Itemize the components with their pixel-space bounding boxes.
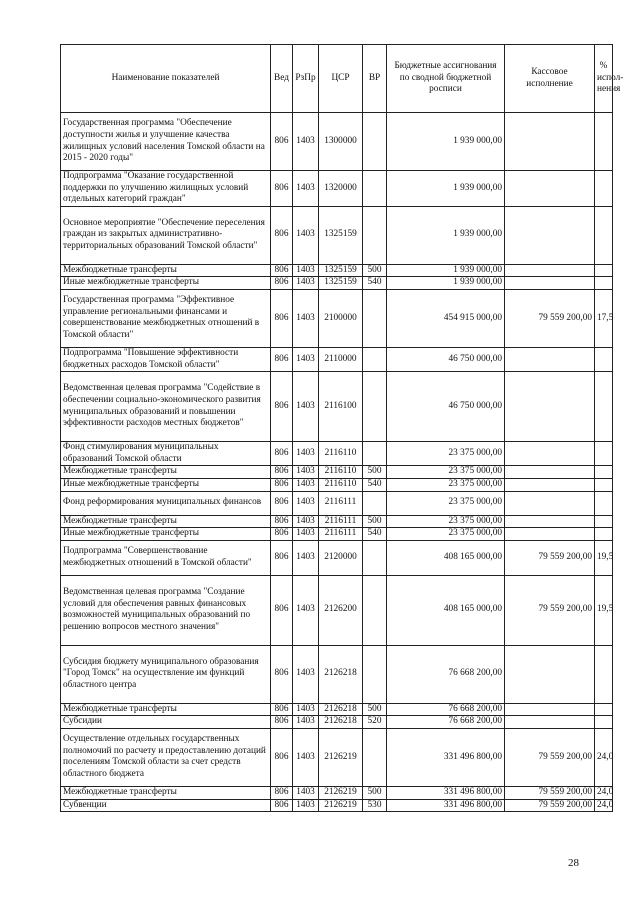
table-row <box>61 575 613 645</box>
cell-pct <box>595 645 613 703</box>
cell-cash <box>505 347 595 371</box>
cell-cash: 79 559 200,00 <box>505 728 595 786</box>
table-row <box>61 799 613 812</box>
cell-csr: 2116110 <box>319 478 363 491</box>
table-row <box>61 540 613 575</box>
cell-name: Субсидии <box>61 716 271 729</box>
cell-pct: 19,5 <box>595 575 613 645</box>
cell-vr: 500 <box>363 466 387 479</box>
cell-csr: 2126218 <box>319 645 363 703</box>
header-name: Наименование показателей <box>61 45 271 113</box>
cell-vr: 500 <box>363 703 387 716</box>
cell-csr: 2126218 <box>319 716 363 729</box>
cell-rzpr: 1403 <box>293 528 319 541</box>
cell-budget: 331 496 800,00 <box>387 728 505 786</box>
cell-rzpr: 1403 <box>293 728 319 786</box>
cell-pct <box>595 528 613 541</box>
cell-budget: 23 375 000,00 <box>387 515 505 528</box>
cell-vr <box>363 728 387 786</box>
cell-pct <box>595 264 613 277</box>
table-row <box>61 466 613 479</box>
cell-vr: 530 <box>363 799 387 812</box>
cell-pct: 24,0 <box>595 799 613 812</box>
cell-csr: 2116111 <box>319 515 363 528</box>
cell-vr: 540 <box>363 478 387 491</box>
cell-pct: 24,0 <box>595 728 613 786</box>
cell-cash <box>505 703 595 716</box>
cell-name: Межбюджетные трансферты <box>61 264 271 277</box>
cell-cash <box>505 645 595 703</box>
cell-pct <box>595 716 613 729</box>
table-row <box>61 645 613 703</box>
cell-ved: 806 <box>271 171 293 207</box>
cell-rzpr: 1403 <box>293 786 319 799</box>
cell-vr <box>363 575 387 645</box>
cell-ved: 806 <box>271 277 293 290</box>
cell-budget: 408 165 000,00 <box>387 575 505 645</box>
cell-ved: 806 <box>271 540 293 575</box>
table-row <box>61 515 613 528</box>
cell-cash <box>505 491 595 515</box>
cell-ved: 806 <box>271 478 293 491</box>
header-rzpr: РзПр <box>293 45 319 113</box>
budget-execution-table <box>60 44 624 812</box>
table-row <box>61 289 613 347</box>
header-csr: ЦСР <box>319 45 363 113</box>
cell-csr: 2116111 <box>319 491 363 515</box>
cell-budget: 408 165 000,00 <box>387 540 505 575</box>
cell-cash <box>505 171 595 207</box>
cell-budget: 23 375 000,00 <box>387 528 505 541</box>
cell-vr <box>363 645 387 703</box>
cell-rzpr: 1403 <box>293 442 319 466</box>
cell-csr: 2126219 <box>319 786 363 799</box>
cell-pct <box>595 515 613 528</box>
cell-pct <box>595 277 613 290</box>
cell-ved: 806 <box>271 442 293 466</box>
cell-vr: 500 <box>363 786 387 799</box>
cell-name: Межбюджетные трансферты <box>61 703 271 716</box>
cell-rzpr: 1403 <box>293 478 319 491</box>
cell-name: Субвенции <box>61 799 271 812</box>
cell-pct: 17,5 <box>595 289 613 347</box>
cell-csr: 2116110 <box>319 466 363 479</box>
cell-cash <box>505 466 595 479</box>
cell-name: Иные межбюджетные трансферты <box>61 277 271 290</box>
cell-csr: 2100000 <box>319 289 363 347</box>
cell-name: Подпрограмма "Повышение эффективности бюджетных расходов Томской области" <box>61 347 271 371</box>
cell-vr <box>363 113 387 171</box>
table-row <box>61 113 613 171</box>
table-row <box>61 703 613 716</box>
cell-ved: 806 <box>271 466 293 479</box>
cell-budget: 46 750 000,00 <box>387 372 505 442</box>
cell-rzpr: 1403 <box>293 347 319 371</box>
table-row <box>61 442 613 466</box>
cell-name: Субсидия бюджету муниципального образования "Город Томск" на осуществление им функций областного центра <box>61 645 271 703</box>
cell-csr: 2116110 <box>319 442 363 466</box>
cell-rzpr: 1403 <box>293 289 319 347</box>
cell-ved: 806 <box>271 289 293 347</box>
cell-rzpr: 1403 <box>293 206 319 264</box>
cell-cash <box>505 113 595 171</box>
cell-cash: 79 559 200,00 <box>505 289 595 347</box>
cell-name: Фонд реформирования муниципальных финансов <box>61 491 271 515</box>
cell-pct: 19,5 <box>595 540 613 575</box>
cell-budget: 331 496 800,00 <box>387 786 505 799</box>
cell-budget: 23 375 000,00 <box>387 478 505 491</box>
cell-ved: 806 <box>271 786 293 799</box>
cell-pct <box>595 171 613 207</box>
cell-pct <box>595 703 613 716</box>
cell-budget: 76 668 200,00 <box>387 645 505 703</box>
cell-name: Ведомственная целевая программа "Создание условий для обеспечения равных финансовых возможностей муниципальных образований по решению вопросов местного значения" <box>61 575 271 645</box>
cell-name: Подпрограмма "Совершенствование межбюджетных отношений в Томской области" <box>61 540 271 575</box>
cell-budget: 1 939 000,00 <box>387 113 505 171</box>
table-row <box>61 491 613 515</box>
cell-pct <box>595 478 613 491</box>
cell-budget: 1 939 000,00 <box>387 171 505 207</box>
cell-ved: 806 <box>271 716 293 729</box>
cell-vr: 500 <box>363 264 387 277</box>
cell-rzpr: 1403 <box>293 703 319 716</box>
cell-ved: 806 <box>271 372 293 442</box>
cell-rzpr: 1403 <box>293 491 319 515</box>
cell-cash: 79 559 200,00 <box>505 799 595 812</box>
header-vr: ВР <box>363 45 387 113</box>
cell-budget: 331 496 800,00 <box>387 799 505 812</box>
cell-rzpr: 1403 <box>293 645 319 703</box>
table-row <box>61 728 613 786</box>
cell-cash <box>505 515 595 528</box>
cell-vr <box>363 171 387 207</box>
table-row <box>61 478 613 491</box>
cell-rzpr: 1403 <box>293 372 319 442</box>
cell-rzpr: 1403 <box>293 716 319 729</box>
cell-csr: 1325159 <box>319 264 363 277</box>
cell-name: Межбюджетные трансферты <box>61 786 271 799</box>
cell-vr: 540 <box>363 528 387 541</box>
table-row <box>61 264 613 277</box>
cell-csr: 2116111 <box>319 528 363 541</box>
table-row <box>61 372 613 442</box>
cell-vr <box>363 372 387 442</box>
cell-cash: 79 559 200,00 <box>505 540 595 575</box>
cell-ved: 806 <box>271 206 293 264</box>
cell-vr <box>363 206 387 264</box>
table-row <box>61 786 613 799</box>
cell-ved: 806 <box>271 728 293 786</box>
cell-name: Фонд стимулирования муниципальных образований Томской области <box>61 442 271 466</box>
header-pct: % испол-нения <box>595 45 613 113</box>
header-budget: Бюджетные ассигнования по сводной бюджетной росписи <box>387 45 505 113</box>
cell-rzpr: 1403 <box>293 264 319 277</box>
cell-csr: 2120000 <box>319 540 363 575</box>
cell-csr: 2110000 <box>319 347 363 371</box>
cell-cash <box>505 528 595 541</box>
cell-cash <box>505 264 595 277</box>
cell-rzpr: 1403 <box>293 540 319 575</box>
cell-rzpr: 1403 <box>293 277 319 290</box>
cell-name: Государственная программа "Обеспечение доступности жилья и улучшение качества жилищных условий населения Томской области на 2015 - 2020 годы" <box>61 113 271 171</box>
cell-name: Государственная программа "Эффективное управление региональными финансами и совершенствование межбюджетных отношений в Томской области" <box>61 289 271 347</box>
cell-rzpr: 1403 <box>293 575 319 645</box>
cell-name: Осуществление отдельных государственных полномочий по расчету и предоставлению дотаций поселениям Томской области за счет средств областного бюджета <box>61 728 271 786</box>
cell-rzpr: 1403 <box>293 799 319 812</box>
cell-pct <box>595 206 613 264</box>
cell-budget: 1 939 000,00 <box>387 206 505 264</box>
cell-ved: 806 <box>271 264 293 277</box>
page-number: 28 <box>568 857 579 869</box>
cell-csr: 2126219 <box>319 728 363 786</box>
cell-budget: 76 668 200,00 <box>387 716 505 729</box>
cell-cash <box>505 442 595 466</box>
cell-pct <box>595 466 613 479</box>
cell-name: Основное мероприятие "Обеспечение переселения граждан из закрытых административно-территориальных образований Томской области" <box>61 206 271 264</box>
cell-pct <box>595 372 613 442</box>
cell-pct <box>595 347 613 371</box>
cell-budget: 1 939 000,00 <box>387 264 505 277</box>
cell-vr: 500 <box>363 515 387 528</box>
cell-ved: 806 <box>271 645 293 703</box>
cell-ved: 806 <box>271 113 293 171</box>
cell-budget: 76 668 200,00 <box>387 703 505 716</box>
cell-name: Иные межбюджетные трансферты <box>61 528 271 541</box>
table-row <box>61 716 613 729</box>
cell-name: Межбюджетные трансферты <box>61 515 271 528</box>
cell-pct <box>595 491 613 515</box>
table-row <box>61 347 613 371</box>
cell-cash <box>505 206 595 264</box>
cell-ved: 806 <box>271 347 293 371</box>
cell-csr: 1325159 <box>319 206 363 264</box>
cell-rzpr: 1403 <box>293 466 319 479</box>
cell-pct: 24,0 <box>595 786 613 799</box>
table-row <box>61 528 613 541</box>
cell-csr: 1325159 <box>319 277 363 290</box>
cell-csr: 2126218 <box>319 703 363 716</box>
cell-budget: 1 939 000,00 <box>387 277 505 290</box>
cell-csr: 2126219 <box>319 799 363 812</box>
cell-cash <box>505 716 595 729</box>
cell-vr: 520 <box>363 716 387 729</box>
cell-pct <box>595 442 613 466</box>
cell-rzpr: 1403 <box>293 515 319 528</box>
cell-ved: 806 <box>271 575 293 645</box>
cell-vr <box>363 289 387 347</box>
table-row <box>61 171 613 207</box>
cell-name: Иные межбюджетные трансферты <box>61 478 271 491</box>
cell-ved: 806 <box>271 528 293 541</box>
cell-name: Межбюджетные трансферты <box>61 466 271 479</box>
cell-vr <box>363 442 387 466</box>
cell-vr <box>363 347 387 371</box>
cell-rzpr: 1403 <box>293 113 319 171</box>
cell-csr: 2126200 <box>319 575 363 645</box>
cell-rzpr: 1403 <box>293 171 319 207</box>
cell-name: Подпрограмма "Оказание государственной поддержки по улучшению жилищных условий отдельных категорий граждан" <box>61 171 271 207</box>
cell-cash: 79 559 200,00 <box>505 786 595 799</box>
cell-ved: 806 <box>271 491 293 515</box>
cell-pct <box>595 113 613 171</box>
cell-csr: 1320000 <box>319 171 363 207</box>
cell-vr: 540 <box>363 277 387 290</box>
cell-budget: 454 915 000,00 <box>387 289 505 347</box>
cell-budget: 23 375 000,00 <box>387 442 505 466</box>
cell-budget: 23 375 000,00 <box>387 491 505 515</box>
cell-ved: 806 <box>271 799 293 812</box>
table-header-row <box>61 45 613 113</box>
cell-csr: 2116100 <box>319 372 363 442</box>
table-row <box>61 277 613 290</box>
cell-ved: 806 <box>271 515 293 528</box>
header-ved: Вед <box>271 45 293 113</box>
cell-budget: 23 375 000,00 <box>387 466 505 479</box>
cell-vr <box>363 491 387 515</box>
cell-budget: 46 750 000,00 <box>387 347 505 371</box>
table-row <box>61 206 613 264</box>
cell-cash <box>505 277 595 290</box>
cell-cash <box>505 372 595 442</box>
cell-cash: 79 559 200,00 <box>505 575 595 645</box>
cell-name: Ведомственная целевая программа "Содействие в обеспечении социально-экономического развития муниципальных образований и повышении эффективности расходов местных бюджетов" <box>61 372 271 442</box>
cell-cash <box>505 478 595 491</box>
header-cash: Кассовое исполнение <box>505 45 595 113</box>
cell-csr: 1300000 <box>319 113 363 171</box>
cell-vr <box>363 540 387 575</box>
cell-ved: 806 <box>271 703 293 716</box>
